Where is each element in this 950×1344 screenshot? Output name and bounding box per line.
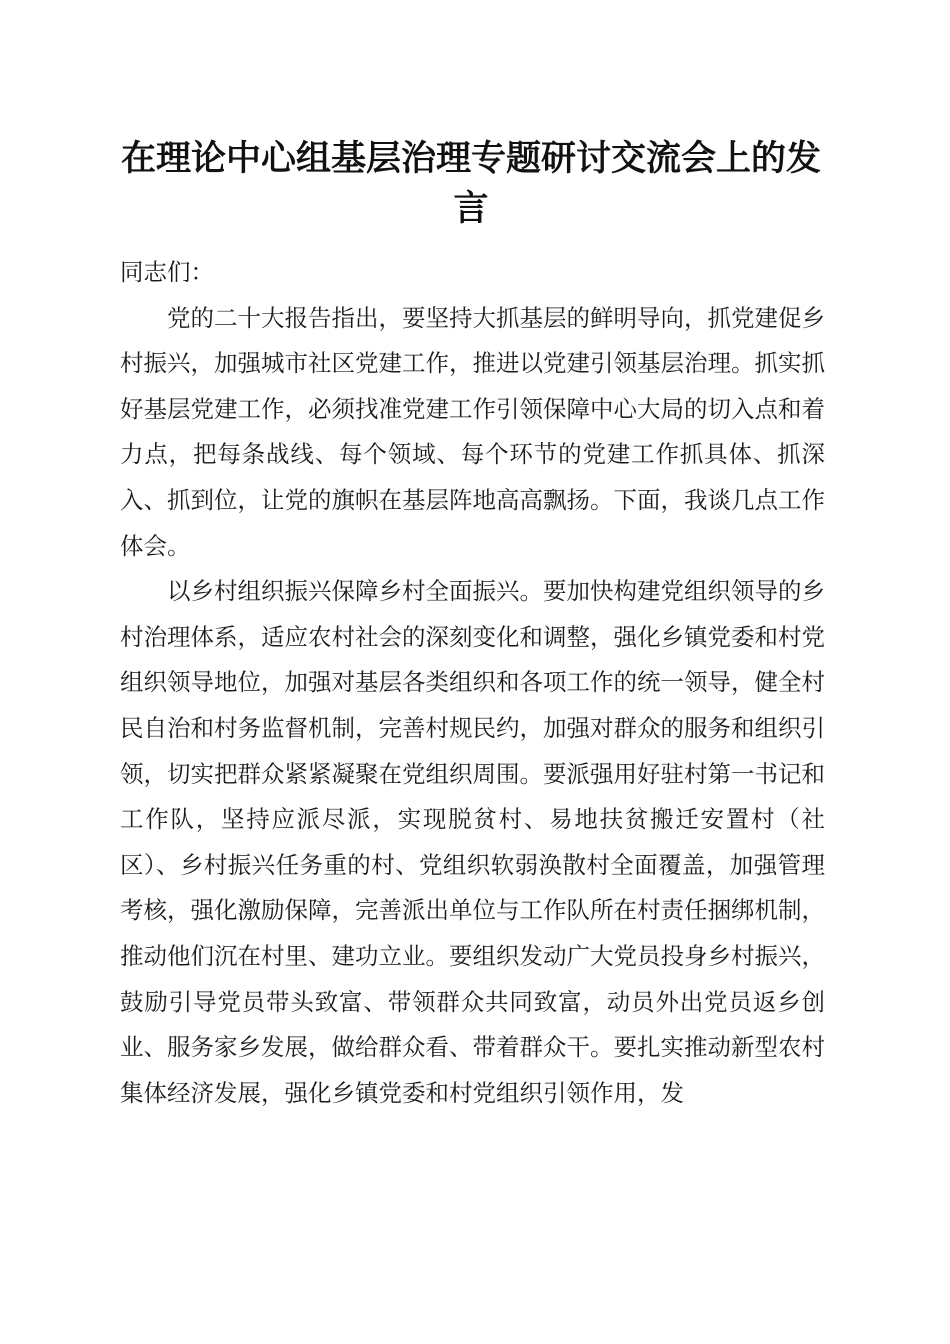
document-title: 在理论中心组基层治理专题研讨交流会上的发言 [120,138,821,229]
document-body [120,250,825,1116]
paragraph-rural-revitalization: 以乡村组织振兴保障乡村全面振兴。要加快构建党组织领导的乡村治理体系，适应农村社会的深刻变化和调整，强化乡镇党委和村党组织领导地位，加强对基层各类组织和各项工作的统一领导，健全村民自治和村务监督机制，完善村规民约，加强对群众的服务和组织引领，切实把群众紧紧凝聚在党组织周围。要派强用好驻村第一书记和工作队，坚持应派尽派，实现脱贫村、易地扶贫搬迁安置村（社区）、乡村振兴任务重的村、党组织软弱涣散村全面覆盖，加强管理考核，强化激励保障，完善派出单位与工作队所在村责任捆绑机制，推动他们沉在村里、建功立业。要组织发动广大党员投身乡村振兴，鼓励引导党员带头致富、带领群众共同致富，动员外出党员返乡创业、服务家乡发展，做给群众看、带着群众干。要扎实推动新型农村集体经济发展，强化乡镇党委和村党组织引领作用，发 [120,577,825,1107]
salutation: 同志们： [120,258,214,286]
paragraph-intro: 党的二十大报告指出，要坚持大抓基层的鲜明导向，抓党建促乡村振兴，加强城市社区党建工作，推进以党建引领基层治理。抓实抓好基层党建工作，必须找准党建工作引领保障中心大局的切入点和着力点，把每条战线、每个领域、每个环节的党建工作抓具体、抓深入、抓到位，让党的旗帜在基层阵地高高飘扬。下面，我谈几点工作体会。 [120,303,825,560]
